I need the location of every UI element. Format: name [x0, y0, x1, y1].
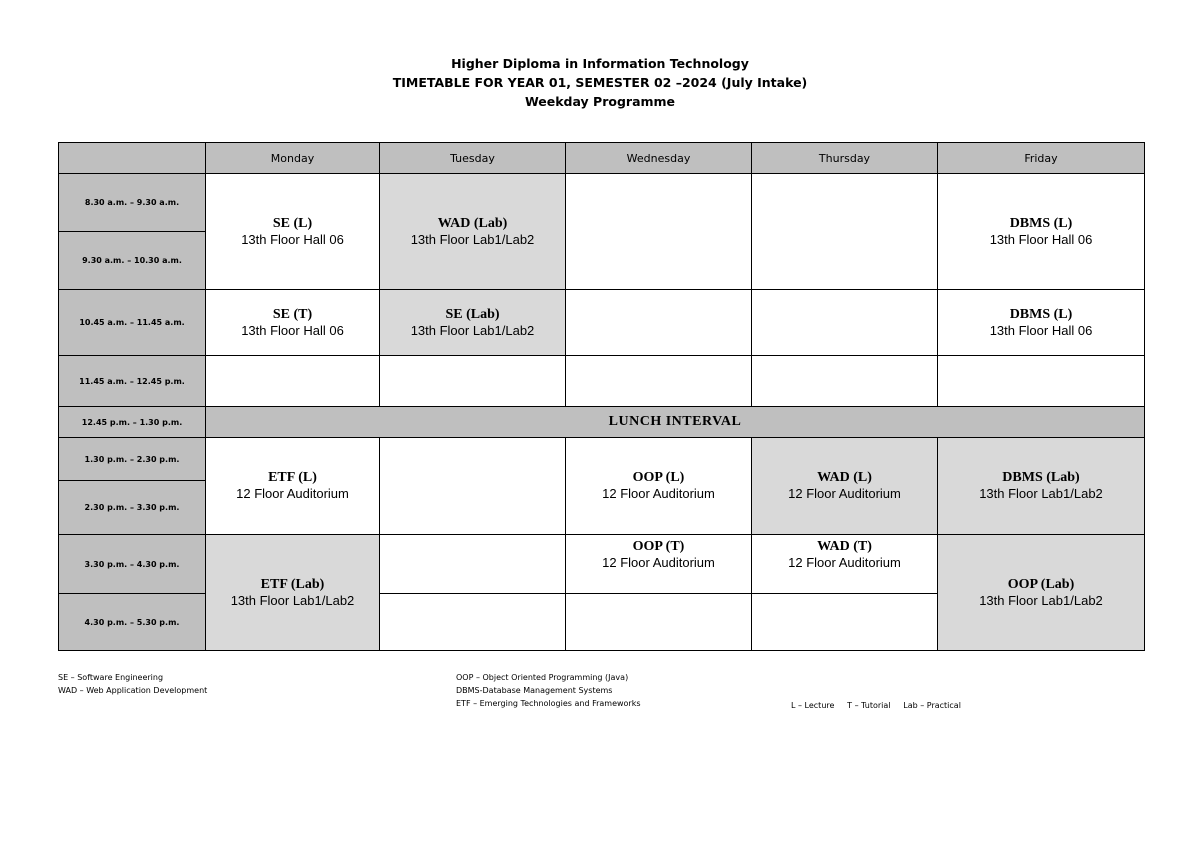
empty-cell	[566, 356, 752, 407]
course-code: OOP (T)	[632, 539, 685, 554]
document-title	[0, 54, 1200, 111]
session-cell	[566, 535, 752, 594]
empty-cell	[380, 356, 566, 407]
session-cell	[938, 535, 1145, 651]
table-row	[59, 356, 1145, 407]
empty-cell	[566, 594, 752, 651]
day-friday: Friday	[938, 143, 1145, 174]
day-wednesday: Wednesday	[566, 143, 752, 174]
time-slot: 1.30 p.m. – 2.30 p.m.	[59, 438, 206, 481]
table-row	[59, 535, 1145, 594]
legend-session-types: L – Lecture T – Tutorial Lab – Practical	[791, 701, 961, 710]
session-cell	[206, 174, 380, 290]
empty-cell	[380, 594, 566, 651]
course-code: ETF (Lab)	[260, 576, 325, 592]
venue: 12 Floor Auditorium	[236, 486, 349, 501]
course-code: DBMS (L)	[1009, 215, 1073, 231]
empty-cell	[380, 438, 566, 535]
day-monday: Monday	[206, 143, 380, 174]
day-thursday: Thursday	[752, 143, 938, 174]
session-cell	[380, 290, 566, 356]
course-code: OOP (Lab)	[1007, 576, 1075, 592]
time-slot: 3.30 p.m. – 4.30 p.m.	[59, 535, 206, 594]
session-cell	[206, 438, 380, 535]
time-slot: 8.30 a.m. – 9.30 a.m.	[59, 174, 206, 232]
empty-cell	[566, 174, 752, 290]
venue: 12 Floor Auditorium	[602, 486, 715, 501]
session-cell	[752, 438, 938, 535]
corner-cell	[59, 143, 206, 174]
header-row	[59, 143, 1145, 174]
course-code: SE (T)	[272, 306, 313, 322]
empty-cell	[752, 594, 938, 651]
session-cell	[938, 174, 1145, 290]
empty-cell	[206, 356, 380, 407]
timetable	[58, 142, 1145, 651]
venue: 12 Floor Auditorium	[602, 555, 715, 570]
empty-cell	[752, 290, 938, 356]
empty-cell	[566, 290, 752, 356]
venue: 13th Floor Hall 06	[989, 322, 1093, 338]
course-code: DBMS (Lab)	[1002, 470, 1080, 485]
venue: 13th Floor Lab1/Lab2	[979, 592, 1103, 608]
venue: 13th Floor Lab1/Lab2	[979, 486, 1103, 501]
session-cell	[752, 535, 938, 594]
empty-cell	[752, 174, 938, 290]
legend-item: OOP – Object Oriented Programming (Java)	[456, 673, 629, 682]
venue: 12 Floor Auditorium	[788, 555, 901, 570]
venue: 12 Floor Auditorium	[788, 486, 901, 501]
venue: 13th Floor Hall 06	[241, 231, 344, 247]
legend-abbreviations-2	[456, 671, 641, 710]
course-code: WAD (L)	[817, 470, 872, 485]
course-code: WAD (T)	[817, 539, 872, 554]
lunch-interval: LUNCH INTERVAL	[206, 407, 1145, 438]
session-cell	[938, 438, 1145, 535]
session-cell	[566, 438, 752, 535]
venue: 13th Floor Lab1/Lab2	[230, 592, 355, 608]
course-code: WAD (Lab)	[437, 215, 508, 231]
session-cell	[206, 535, 380, 651]
legend-item: WAD – Web Application Development	[58, 686, 208, 695]
session-cell	[380, 174, 566, 290]
venue: 13th Floor Lab1/Lab2	[410, 322, 535, 338]
table-row	[59, 174, 1145, 232]
time-slot: 12.45 p.m. – 1.30 p.m.	[59, 407, 206, 438]
day-tuesday: Tuesday	[380, 143, 566, 174]
programme-title: Higher Diploma in Information Technology	[451, 56, 749, 71]
legend-item: ETF – Emerging Technologies and Frameworks	[456, 699, 641, 708]
time-slot: 4.30 p.m. – 5.30 p.m.	[59, 594, 206, 651]
course-code: SE (Lab)	[445, 306, 500, 322]
venue: 13th Floor Hall 06	[241, 322, 344, 338]
legend-abbreviations-1	[58, 671, 207, 697]
empty-cell	[380, 535, 566, 594]
time-slot: 2.30 p.m. – 3.30 p.m.	[59, 481, 206, 535]
empty-cell	[938, 356, 1145, 407]
session-cell	[206, 290, 380, 356]
timetable-title: TIMETABLE FOR YEAR 01, SEMESTER 02 –2024 (July Intake)	[392, 75, 808, 90]
lunch-row	[59, 407, 1145, 438]
time-slot: 9.30 a.m. – 10.30 a.m.	[59, 232, 206, 290]
venue: 13th Floor Lab1/Lab2	[410, 231, 535, 247]
course-code: DBMS (L)	[1009, 306, 1073, 322]
venue: 13th Floor Hall 06	[989, 231, 1093, 247]
course-code: OOP (L)	[632, 470, 685, 485]
course-code: ETF (L)	[268, 470, 317, 485]
legend-item: SE – Software Engineering	[58, 673, 164, 682]
programme-type: Weekday Programme	[524, 94, 676, 109]
time-slot: 11.45 a.m. – 12.45 p.m.	[59, 356, 206, 407]
course-code: SE (L)	[272, 215, 313, 231]
table-row	[59, 290, 1145, 356]
legend-item: DBMS-Database Management Systems	[456, 686, 613, 695]
table-row	[59, 438, 1145, 481]
session-cell	[938, 290, 1145, 356]
empty-cell	[752, 356, 938, 407]
time-slot: 10.45 a.m. – 11.45 a.m.	[59, 290, 206, 356]
